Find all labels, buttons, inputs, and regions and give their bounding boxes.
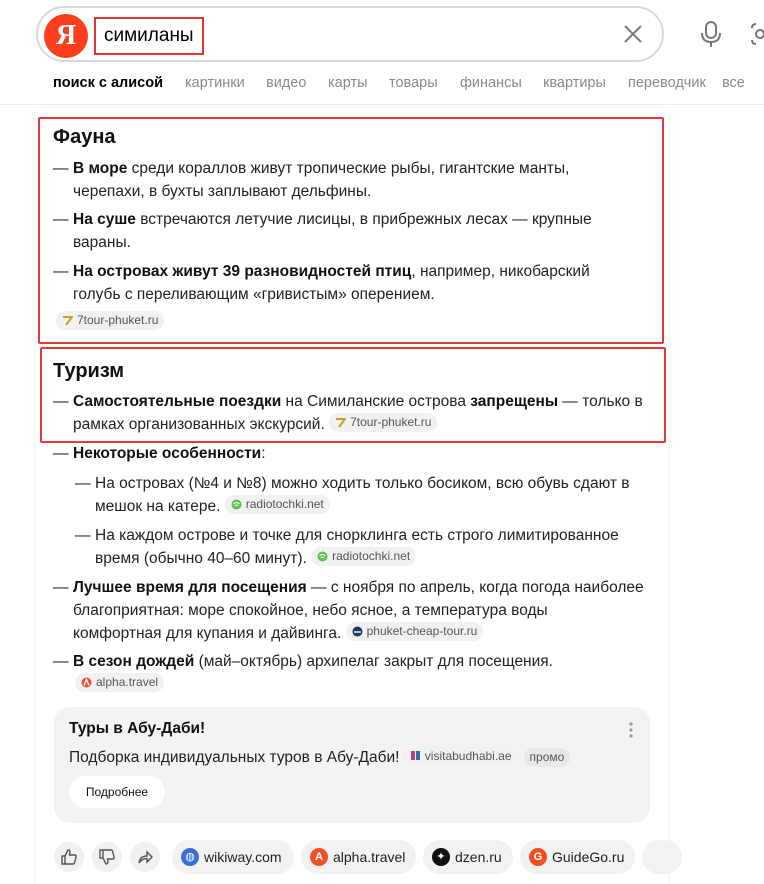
tab-translator[interactable]: переводчик: [628, 75, 706, 91]
rain-bold: В сезон дождей: [73, 653, 195, 670]
source-label: radiotochki.net: [332, 549, 411, 563]
source-chip[interactable]: [56, 311, 164, 330]
yandex-logo[interactable]: Я: [44, 14, 88, 58]
alpha-icon: A: [310, 848, 328, 866]
feature-text: время (обычно 40–60 минут).: [95, 550, 307, 567]
more-details-button[interactable]: Подробнее: [69, 776, 165, 808]
search-query-input[interactable]: симиланы: [94, 17, 204, 55]
tourism-item-independent: — Самостоятельные поездки на Симиланские острова запрещены — только в рамках организованных экскурсий. 7tour-phuket.ru: [53, 393, 643, 433]
fauna-item-text: голубь с переливающим «гривистым» оперением.: [73, 286, 435, 303]
tab-alice-search[interactable]: поиск с алисой: [53, 75, 163, 91]
rain-text: (май–октябрь) архипелаг закрыт для посещения.: [194, 653, 553, 670]
tab-apartments[interactable]: квартиры: [543, 75, 606, 91]
source-chip[interactable]: [225, 495, 330, 514]
thumbs-down-icon: [98, 848, 116, 866]
fauna-item-bold: На суше: [73, 211, 136, 228]
alpha-travel-icon: [81, 677, 92, 688]
best-time-bold: Лучшее время для посещения: [73, 579, 307, 596]
globe-icon: ◍: [181, 848, 199, 866]
fauna-item-text: черепахи, в бухты заплывают дельфины.: [73, 183, 372, 200]
feature-item-barefoot: — На островах (№4 и №8) можно ходить только босиком, всю обувь сдают в мешок на катере. radiotochki.net: [75, 475, 630, 515]
promo-badge: промо: [524, 748, 571, 767]
source-chip[interactable]: [346, 622, 484, 641]
section-title-fauna: Фауна: [53, 126, 116, 148]
source-chip-label: dzen.ru: [455, 849, 502, 865]
source-chip-alpha-travel[interactable]: [301, 840, 416, 874]
tab-all[interactable]: все: [722, 75, 745, 91]
source-chip-label: wikiway.com: [204, 849, 282, 865]
visitabudhabi-icon: [410, 750, 421, 761]
fauna-item-land: — На суше встречаются летучие лисицы, в прибрежных лесах — крупные вараны.: [53, 211, 592, 251]
tourism-item-text: на Симиланские острова: [281, 393, 471, 410]
tourism-features: — Некоторые особенности:: [53, 445, 266, 462]
clear-icon[interactable]: [622, 23, 644, 45]
feature-item-time-limit: — На каждом острове и точке для снорклинга есть строго лимитированное время (обычно 40–60 минут). radiotochki.net: [75, 527, 619, 567]
feature-text: мешок на катере.: [95, 498, 221, 515]
fauna-item-sea: — В море среди кораллов живут тропические рыбы, гигантские манты, черепахи, в бухты заплывают дельфины.: [53, 160, 570, 200]
best-time-text: — с ноября по апрель, когда погода наиболее: [306, 579, 644, 596]
tourism-item-bold: Самостоятельные поездки: [73, 393, 282, 410]
source-label: phuket-cheap-tour.ru: [366, 624, 478, 638]
tabs-divider: [0, 104, 764, 105]
source-label: 7tour-phuket.ru: [77, 313, 159, 327]
ad-text: [69, 746, 570, 767]
tourism-item-bold: запрещены: [470, 393, 559, 410]
7tour-icon: [62, 315, 73, 326]
fauna-item-text: , например, никобарский: [411, 263, 590, 280]
tourism-item-best-time: — Лучшее время для посещения — с ноября по апрель, когда погода наиболее благоприятная: море спокойное, небо ясное, а температура воды комфортная для купания и дайвинга. phuket-cheap-tour.ru: [53, 579, 644, 642]
source-chip-label: GuideGo.ru: [552, 849, 625, 865]
feature-text: На островах (№4 и №8) можно ходить только босиком, всю обувь сдают в: [95, 475, 630, 492]
microphone-icon[interactable]: [698, 20, 724, 48]
source-chip[interactable]: [311, 547, 416, 566]
source-chip-guidego[interactable]: [520, 840, 635, 874]
source-label: visitabudhabi.ae: [424, 748, 512, 763]
source-chip[interactable]: [75, 673, 164, 692]
like-button[interactable]: [54, 842, 84, 872]
source-chip[interactable]: [329, 413, 437, 432]
tab-maps[interactable]: карты: [328, 75, 368, 91]
features-label: Некоторые особенности: [73, 445, 262, 462]
ad-description: Подборка индивидуальных туров в Абу-Даби!: [69, 749, 400, 766]
ad-block[interactable]: [54, 707, 650, 823]
tourism-item-text: рамках организованных экскурсий.: [73, 416, 325, 433]
source-label: 7tour-phuket.ru: [350, 415, 432, 429]
best-time-text: благоприятная: море спокойное, небо ясное, а температура воды: [73, 602, 548, 619]
radiotochki-icon: [231, 499, 242, 510]
fauna-item-bold: На островах живут 39 разновидностей птиц: [73, 263, 412, 280]
ad-source-chip[interactable]: [404, 746, 518, 765]
more-options-icon[interactable]: [628, 721, 634, 739]
tab-finance[interactable]: финансы: [460, 75, 522, 91]
tourism-item-rain-season: — В сезон дождей (май–октябрь) архипелаг закрыт для посещения.: [53, 653, 553, 670]
fauna-source: [56, 311, 164, 334]
tab-images[interactable]: картинки: [185, 75, 245, 91]
rain-source: [75, 673, 164, 696]
share-icon: [136, 848, 154, 866]
phuket-cheap-tour-icon: [352, 626, 363, 637]
source-chip-more[interactable]: [642, 840, 682, 874]
tab-products[interactable]: товары: [389, 75, 438, 91]
thumbs-up-icon: [60, 848, 78, 866]
fauna-item-birds: — На островах живут 39 разновидностей птиц, например, никобарский голубь с переливающим «гривистым» оперением.: [53, 263, 590, 303]
source-chip-label: alpha.travel: [333, 849, 406, 865]
search-box[interactable]: [36, 6, 664, 62]
fauna-item-text: вараны.: [73, 234, 131, 251]
source-label: alpha.travel: [96, 675, 159, 689]
fauna-item-bold: В море: [73, 160, 128, 177]
7tour-icon: [335, 417, 346, 428]
radiotochki-icon: [317, 551, 328, 562]
fauna-item-text: встречаются летучие лисицы, в прибрежных лесах — крупные: [135, 211, 592, 228]
camera-search-icon[interactable]: [748, 20, 764, 48]
section-title-tourism: Туризм: [53, 360, 125, 382]
guidego-icon: G: [529, 848, 547, 866]
fauna-item-text: среди кораллов живут тропические рыбы, гигантские манты,: [127, 160, 570, 177]
dislike-button[interactable]: [92, 842, 122, 872]
share-button[interactable]: [130, 842, 160, 872]
best-time-text: комфортная для купания и дайвинга.: [73, 625, 342, 642]
tourism-item-text: — только в: [558, 393, 643, 410]
ad-title[interactable]: Туры в Абу-Даби!: [69, 720, 206, 737]
dzen-icon: ✦: [432, 848, 450, 866]
source-chip-dzen[interactable]: [423, 840, 513, 874]
tab-video[interactable]: видео: [266, 75, 307, 91]
source-chip-wikiway[interactable]: [172, 840, 294, 874]
source-label: radiotochki.net: [245, 497, 324, 511]
feature-text: На каждом острове и точке для снорклинга есть строго лимитированное: [95, 527, 619, 544]
